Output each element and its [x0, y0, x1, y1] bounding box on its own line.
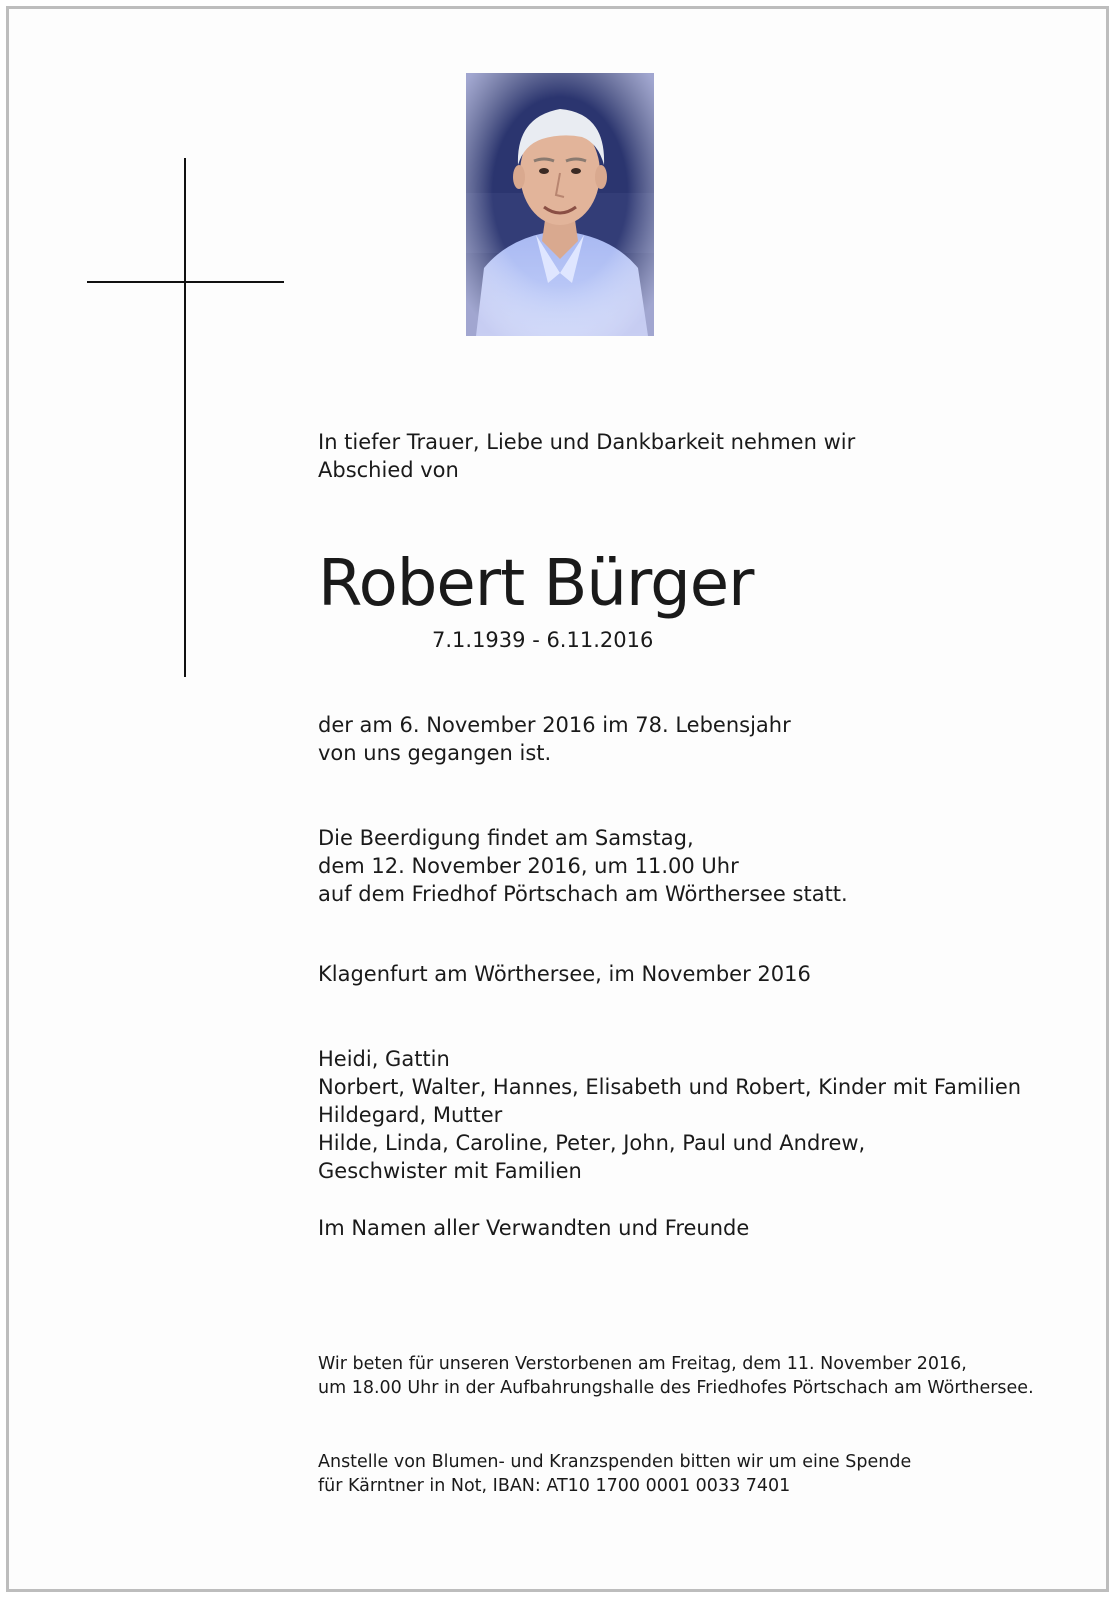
- donation-info-line: für Kärntner in Not, IBAN: AT10 1700 0001 0033 7401: [318, 1476, 791, 1496]
- donation-info: [318, 1450, 911, 1498]
- funeral-info-line: dem 12. November 2016, um 11.00 Uhr: [318, 854, 739, 878]
- mourner-line: Hildegard, Mutter: [318, 1103, 503, 1127]
- death-info-line: der am 6. November 2016 im 78. Lebensjahr: [318, 713, 791, 737]
- prayer-info-line: Wir beten für unseren Verstorbenen am Freitag, dem 11. November 2016,: [318, 1354, 967, 1374]
- mourner-line: Heidi, Gattin: [318, 1047, 450, 1071]
- mourner-line: Geschwister mit Familien: [318, 1159, 582, 1183]
- family-line: Im Namen aller Verwandten und Freunde: [318, 1216, 750, 1240]
- funeral-info: [318, 824, 848, 908]
- portrait-photo: [466, 73, 654, 336]
- cross-icon-vertical-bar: [184, 158, 186, 677]
- place-date: Klagenfurt am Wörthersee, im November 2016: [318, 962, 811, 986]
- prayer-info: [318, 1352, 1034, 1400]
- intro-line: In tiefer Trauer, Liebe und Dankbarkeit nehmen wir: [318, 430, 856, 454]
- funeral-info-line: auf dem Friedhof Pörtschach am Wörthersee statt.: [318, 882, 848, 906]
- mourner-line: Norbert, Walter, Hannes, Elisabeth und Robert, Kinder mit Familien: [318, 1075, 1022, 1099]
- mourners-list: [318, 1045, 1021, 1185]
- donation-info-line: Anstelle von Blumen- und Kranzspenden bitten wir um eine Spende: [318, 1452, 912, 1472]
- funeral-info-line: Die Beerdigung findet am Samstag,: [318, 826, 694, 850]
- prayer-info-line: um 18.00 Uhr in der Aufbahrungshalle des Friedhofes Pörtschach am Wörthersee.: [318, 1378, 1034, 1398]
- intro-line: Abschied von: [318, 458, 459, 482]
- mourner-line: Hilde, Linda, Caroline, Peter, John, Paul und Andrew,: [318, 1131, 866, 1155]
- cross-icon-horizontal-bar: [87, 281, 284, 283]
- intro-text: [318, 428, 855, 484]
- death-info-line: von uns gegangen ist.: [318, 741, 552, 765]
- death-info: [318, 711, 791, 767]
- life-dates: 7.1.1939 - 6.11.2016: [432, 628, 654, 652]
- deceased-name: Robert Bürger: [318, 547, 754, 621]
